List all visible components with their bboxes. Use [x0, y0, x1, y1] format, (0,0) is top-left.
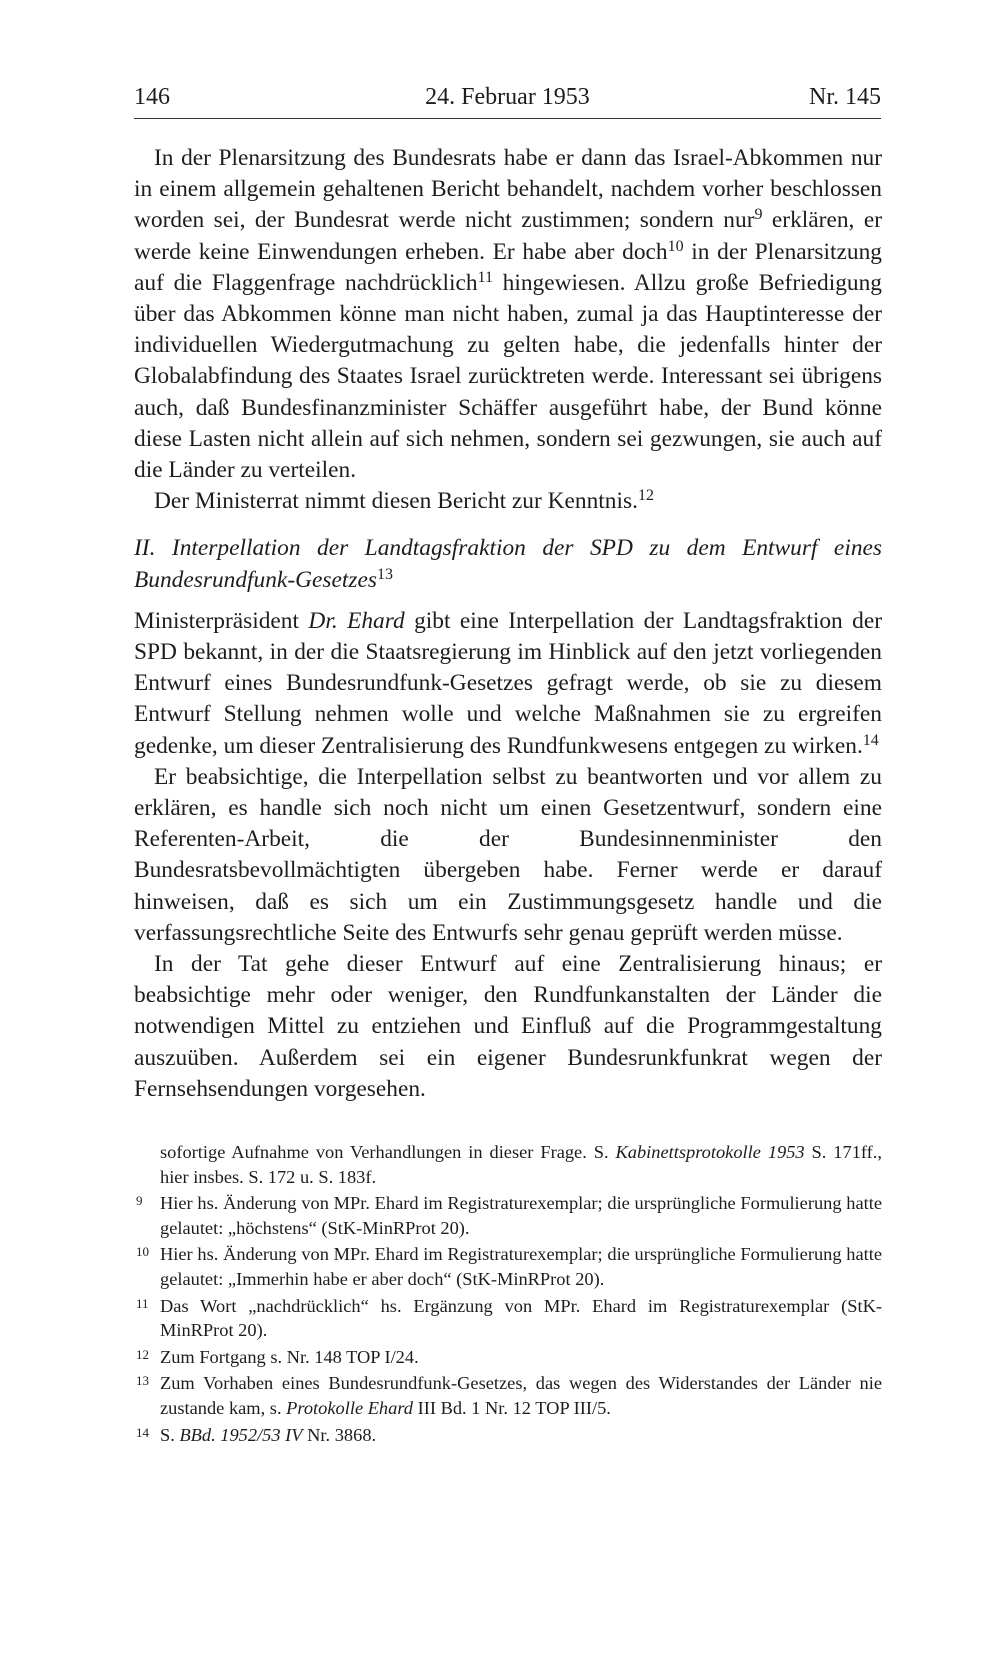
footnote-11 — [134, 1294, 882, 1343]
footnote-14 — [134, 1423, 882, 1448]
paragraph-interpellation — [134, 606, 882, 762]
paragraph-kenntnis — [134, 486, 882, 517]
text-run: hingewiesen. Allzu große Befriedigung über das Abkommen könne man nicht haben, zumal ja das Hauptinteresse der individuellen Wiedergutmachung zu gelten habe, die jedenfalls hinter der Globalabfindung des Staates Israel zurücktreten werde. Interessant sei übrigens auch, daß Bundesfinanzminister Schäffer ausgeführt habe, der Bund könne diese Lasten nicht allein auf sich nehmen, sondern sei gezwungen, sie auch auf die Länder zu verteilen. — [134, 269, 882, 484]
footnote-text: Zum Vorhaben eines Bundesrundfunk-Gesetzes, das wegen des Widerstandes der Länder nie zustande kam, s. — [160, 1373, 882, 1418]
footnote-9 — [134, 1191, 882, 1240]
footnote-ref: 10 — [667, 237, 684, 255]
text-run: erklären, er werde keine Einwendungen erheben. Er habe aber doch — [134, 207, 882, 265]
footnote-ref: 14 — [862, 731, 879, 749]
paragraph-beabsichtige: Er beabsichtige, die Interpellation selbst zu beantworten und vor allem zu erklären, es handle sich noch nicht um einen Gesetzentwurf, sondern eine Referenten-Arbeit, die der Bundesinnenminister den Bundesratsbevollmächtigten übergeben habe. Ferner werde er darauf hinweisen, daß es sich um ein Zustimmungsgesetz handle und die verfassungsrechtliche Seite des Entwurfs sehr genau geprüft werden müsse. — [134, 763, 882, 946]
paragraph-zentralisierung: In der Tat gehe dieser Entwurf auf eine Zentralisierung hinaus; er beabsichtige mehr oder weniger, den Rundfunkanstalten der Länder die notwendigen Mittel zu entziehen und Einfluß auf die Programmgestaltung auszuüben. Außerdem sei ein eigener Bundesrunkfunkrat wegen der Fernsehsendungen vorgesehen. — [134, 951, 882, 1102]
footnote-ref: 9 — [754, 206, 763, 224]
footnote-text: Das Wort „nachdrücklich“ hs. Ergänzung von MPr. Ehard im Registraturexemplar (StK-MinRProt 20). — [160, 1295, 882, 1341]
heading-text: II. Interpellation der Landtagsfraktion der SPD zu dem Entwurf eines Bundesrundfunk-Gesetzes — [134, 535, 882, 593]
header-date: 24. Februar 1953 — [425, 84, 590, 110]
footnote-10 — [134, 1242, 882, 1291]
footnote-ref: 12 — [637, 487, 654, 505]
person-name: Dr. Ehard — [308, 607, 405, 634]
footnote-12 — [134, 1345, 882, 1370]
footnote-number: 10 — [136, 1244, 149, 1260]
footnote-text: Zum Fortgang s. Nr. 148 TOP I/24. — [160, 1346, 419, 1367]
main-text — [134, 143, 882, 1105]
footnote-ref: 13 — [376, 565, 393, 583]
text-run: gibt eine Interpellation der Landtagsfraktion der SPD bekannt, in der die Staatsregierung im Hinblick auf den jetzt vorliegenden Entwurf eines Bundesrundfunk-Gesetzes gefragt werde, ob sie zu diesem Entwurf Stellung nehmen wolle und welche Maßnahmen sie zu ergreifen gedenke, um dieser Zentralisierung des Rundfunkwesens entgegen zu wirken. — [134, 607, 882, 759]
text-run: in der Plenarsitzung auf die Flaggenfrage nachdrücklich — [134, 238, 882, 296]
citation-title: Protokolle Ehard — [286, 1397, 413, 1418]
footnotes — [134, 1140, 882, 1449]
footnote-continuation — [134, 1140, 882, 1189]
running-header — [134, 84, 881, 119]
footnote-text: Hier hs. Änderung von MPr. Ehard im Registraturexemplar; die ursprüngliche Formulierung hatte gelautet: „Immerhin habe er aber doch“ (StK-MinRProt 20). — [160, 1244, 882, 1289]
footnote-text: III Bd. 1 Nr. 12 TOP III/5. — [413, 1397, 611, 1418]
page-number: 146 — [134, 84, 170, 110]
footnote-text: Hier hs. Änderung von MPr. Ehard im Registraturexemplar; die ursprüngliche Formulierung hatte gelautet: „höchstens“ (StK-MinRProt 20). — [160, 1193, 882, 1238]
citation-title: BBd. 1952/53 IV — [179, 1424, 303, 1445]
text-run: In der Plenarsitzung des Bundesrats habe er dann das Israel-Abkommen nur in einem allgemein gehaltenen Bericht behandelt, nachdem vorher beschlossen worden sei, der Bundesrat werde nicht zustimmen; sondern nur — [134, 145, 882, 234]
footnote-number: 13 — [136, 1373, 149, 1389]
paragraph-plenarsitzung — [134, 143, 882, 486]
footnote-text: Nr. 3868. — [302, 1424, 377, 1445]
footnote-ref: 11 — [477, 268, 493, 286]
footnote-13 — [134, 1371, 882, 1420]
footnote-number: 11 — [136, 1295, 149, 1311]
text-run: Der Ministerrat nimmt diesen Bericht zur Kenntnis. — [154, 488, 638, 515]
footnote-number: 9 — [136, 1193, 143, 1209]
section-heading — [134, 533, 882, 595]
footnote-text: S. — [160, 1424, 180, 1445]
text-run: sofortige Aufnahme von Verhandlungen in dieser Frage. S. — [160, 1142, 616, 1162]
citation-title: Kabinettsprotokolle 1953 — [615, 1142, 805, 1162]
footnote-number: 12 — [136, 1346, 149, 1362]
text-run: S. 171ff., hier insbes. S. 172 u. S. 183f. — [160, 1142, 883, 1187]
document-number: Nr. 145 — [809, 84, 881, 110]
text-run: Ministerpräsident — [134, 607, 309, 634]
footnote-number: 14 — [136, 1424, 149, 1440]
